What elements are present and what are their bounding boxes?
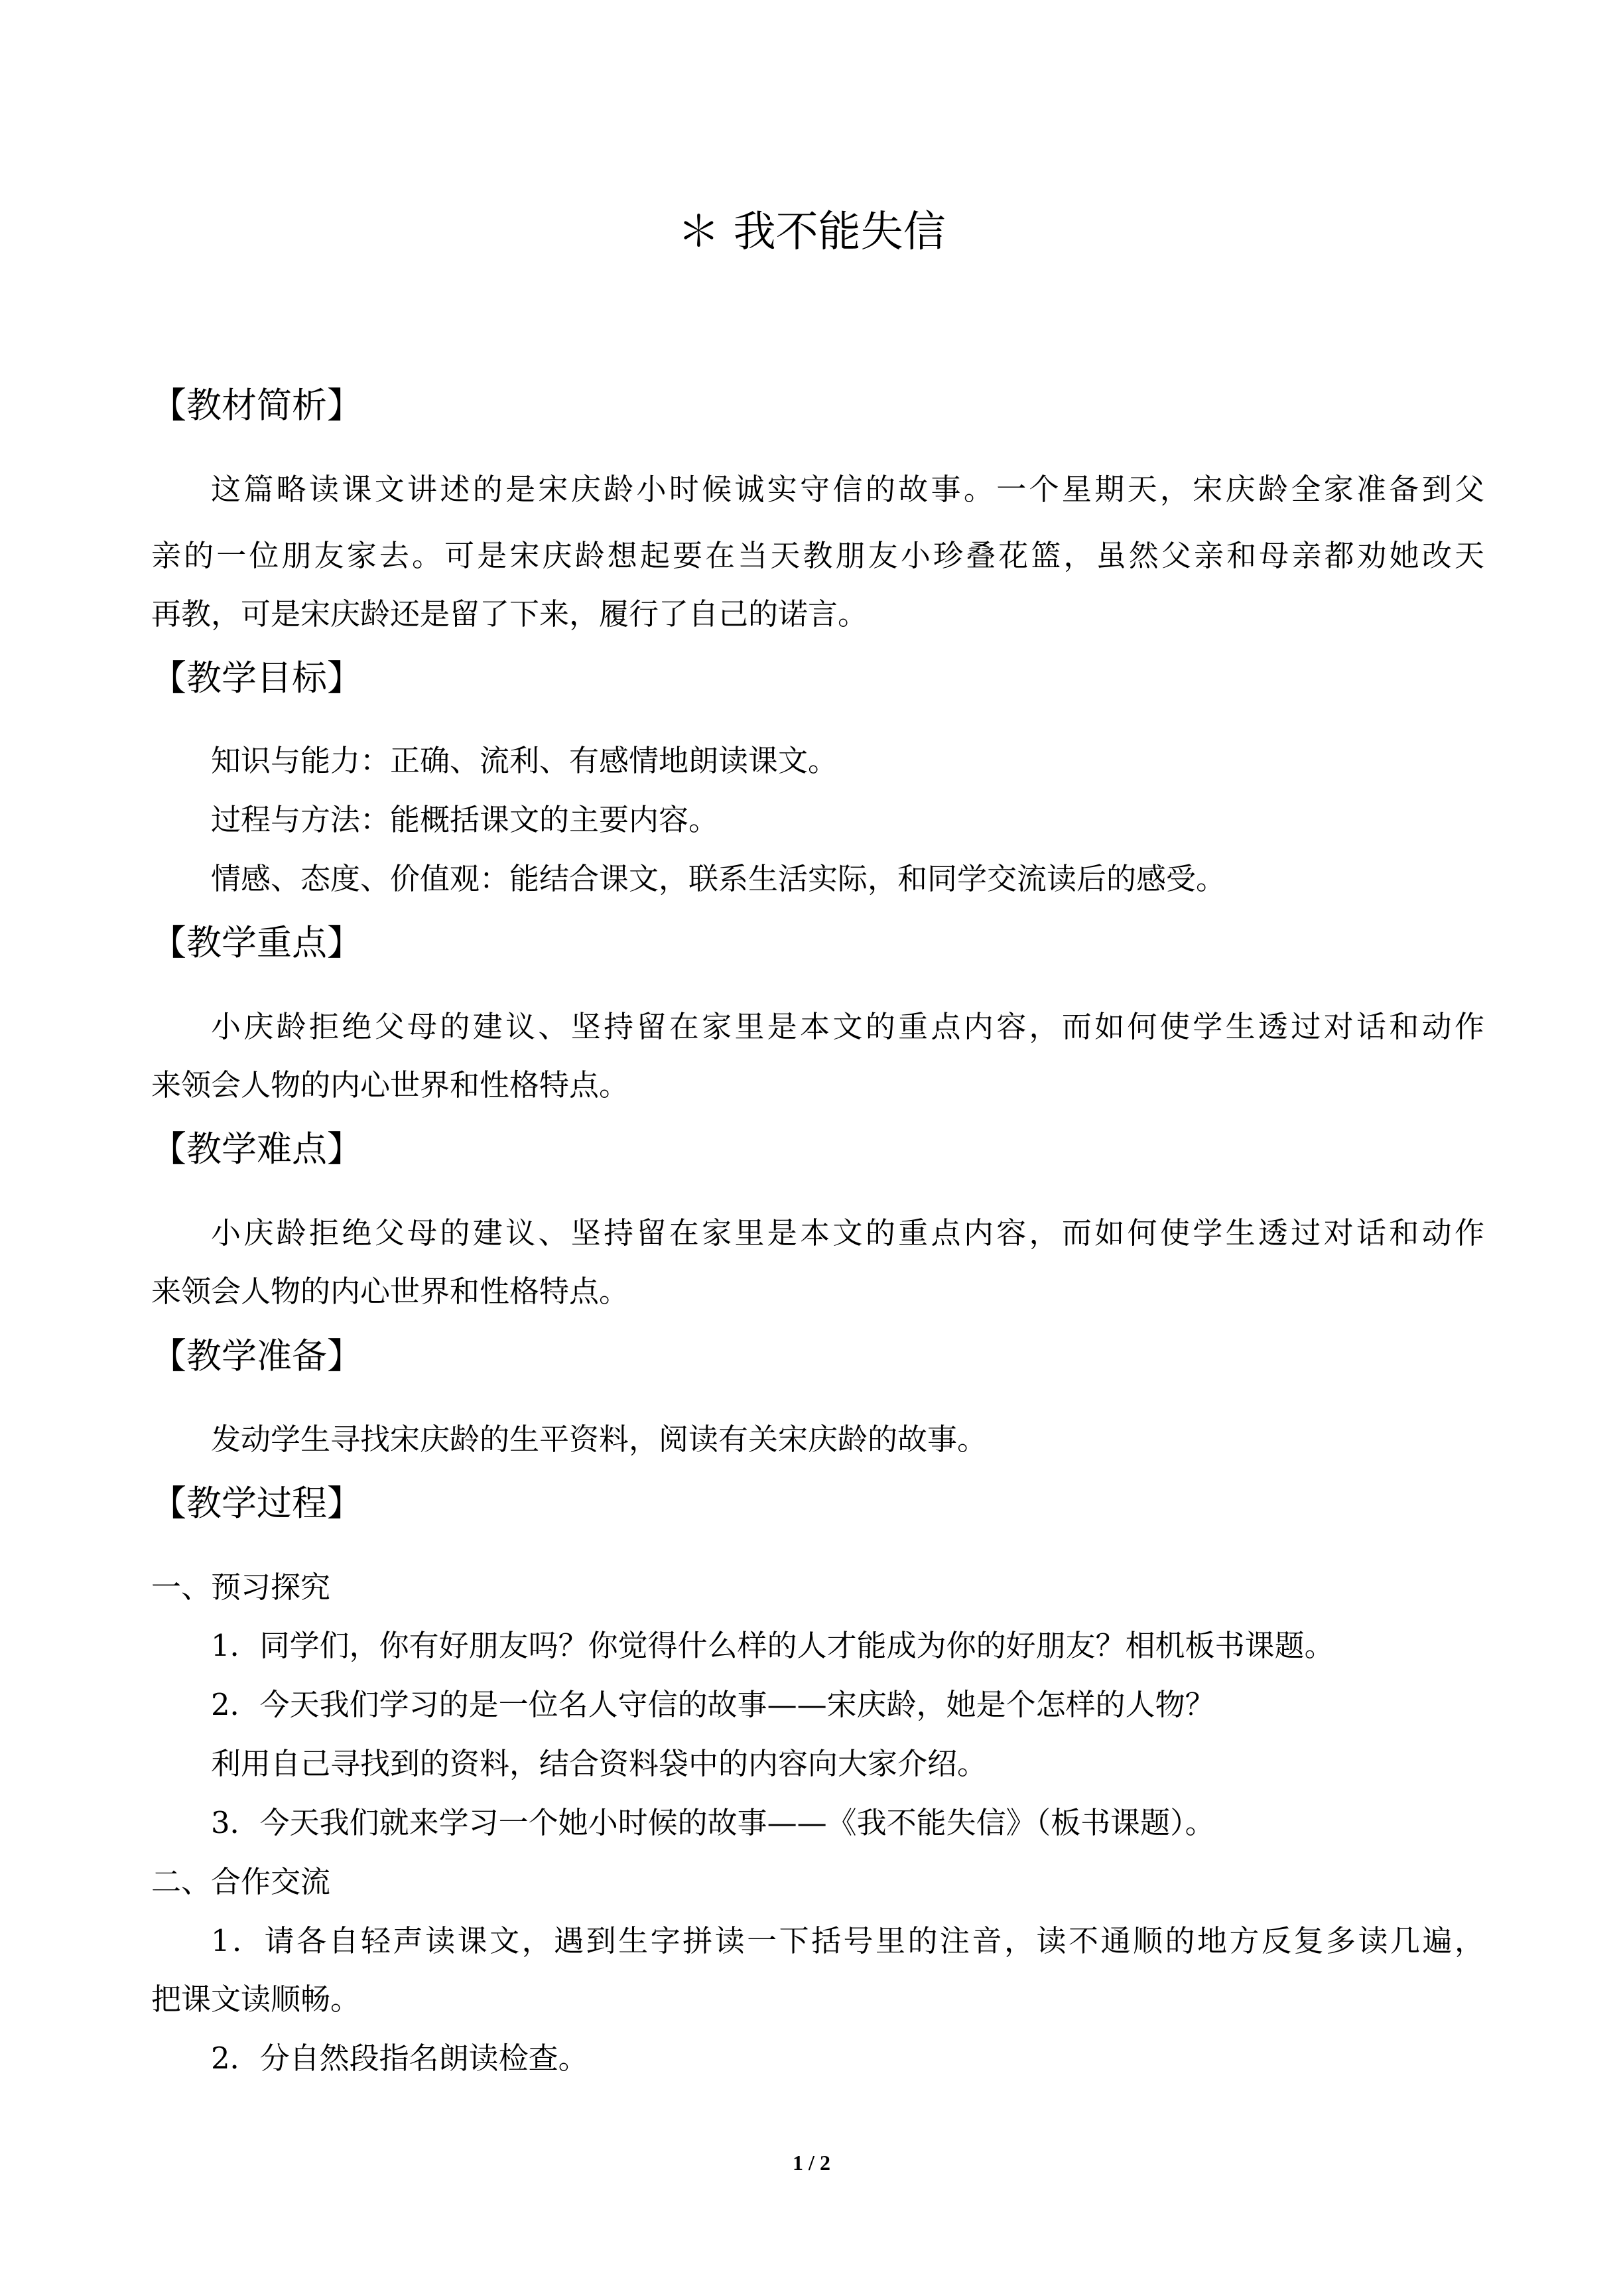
section-heading-teaching-goals: 【教学目标】 (151, 658, 362, 699)
paragraph-line: 发动学生寻找宋庆龄的生平资料，阅读有关宋庆龄的故事。 (211, 1422, 988, 1457)
paragraph-line: 小庆龄拒绝父母的建议、坚持留在家里是本文的重点内容，而如何使学生透过对话和动作 (211, 1009, 1484, 1044)
list-item: 1．请各自轻声读课文，遇到生字拼读一下括号里的注音，读不通顺的地方反复多读几遍， (211, 1923, 1484, 1958)
paragraph-line: 来领会人物的内心世界和性格特点。 (151, 1274, 629, 1309)
paragraph-line: 这篇略读课文讲述的是宋庆龄小时候诚实守信的故事。一个星期天，宋庆龄全家准备到父 (211, 472, 1484, 507)
document-title: ＊ 我不能失信 (677, 208, 946, 257)
list-item: 2．分自然段指名朗读检查。 (211, 2041, 588, 2076)
subsection-heading: 一、预习探究 (151, 1570, 331, 1605)
section-heading-preparation: 【教学准备】 (151, 1336, 362, 1377)
paragraph-line: 再教，可是宋庆龄还是留了下来，履行了自己的诺言。 (151, 596, 868, 632)
goal-line: 知识与能力：正确、流利、有感情地朗读课文。 (211, 743, 838, 778)
goal-line: 过程与方法：能概括课文的主要内容。 (211, 802, 719, 837)
section-heading-key-points: 【教学重点】 (151, 923, 362, 963)
list-item-continuation: 把课文读顺畅。 (151, 1982, 361, 2017)
section-heading-material-analysis: 【教材简析】 (151, 385, 362, 426)
list-item: 3．今天我们就来学习一个她小时候的故事——《我不能失信》（板书课题）。 (211, 1805, 1215, 1840)
page-number: 1 / 2 (793, 2151, 830, 2175)
list-item: 2．今天我们学习的是一位名人守信的故事——宋庆龄，她是个怎样的人物？ (211, 1687, 1215, 1722)
section-heading-difficulties: 【教学难点】 (151, 1129, 362, 1170)
list-item-continuation: 利用自己寻找到的资料，结合资料袋中的内容向大家介绍。 (211, 1746, 988, 1781)
list-item: 1．同学们，你有好朋友吗？你觉得什么样的人才能成为你的好朋友？相机板书课题。 (211, 1628, 1334, 1663)
goal-line: 情感、态度、价值观：能结合课文，联系生活实际，和同学交流读后的感受。 (211, 861, 1226, 896)
paragraph-line: 小庆龄拒绝父母的建议、坚持留在家里是本文的重点内容，而如何使学生透过对话和动作 (211, 1215, 1484, 1250)
paragraph-line: 亲的一位朋友家去。可是宋庆龄想起要在当天教朋友小珍叠花篮，虽然父亲和母亲都劝她改天 (151, 538, 1484, 573)
paragraph-line: 来领会人物的内心世界和性格特点。 (151, 1067, 629, 1103)
subsection-heading: 二、合作交流 (151, 1864, 331, 1899)
section-heading-teaching-process: 【教学过程】 (151, 1483, 362, 1524)
